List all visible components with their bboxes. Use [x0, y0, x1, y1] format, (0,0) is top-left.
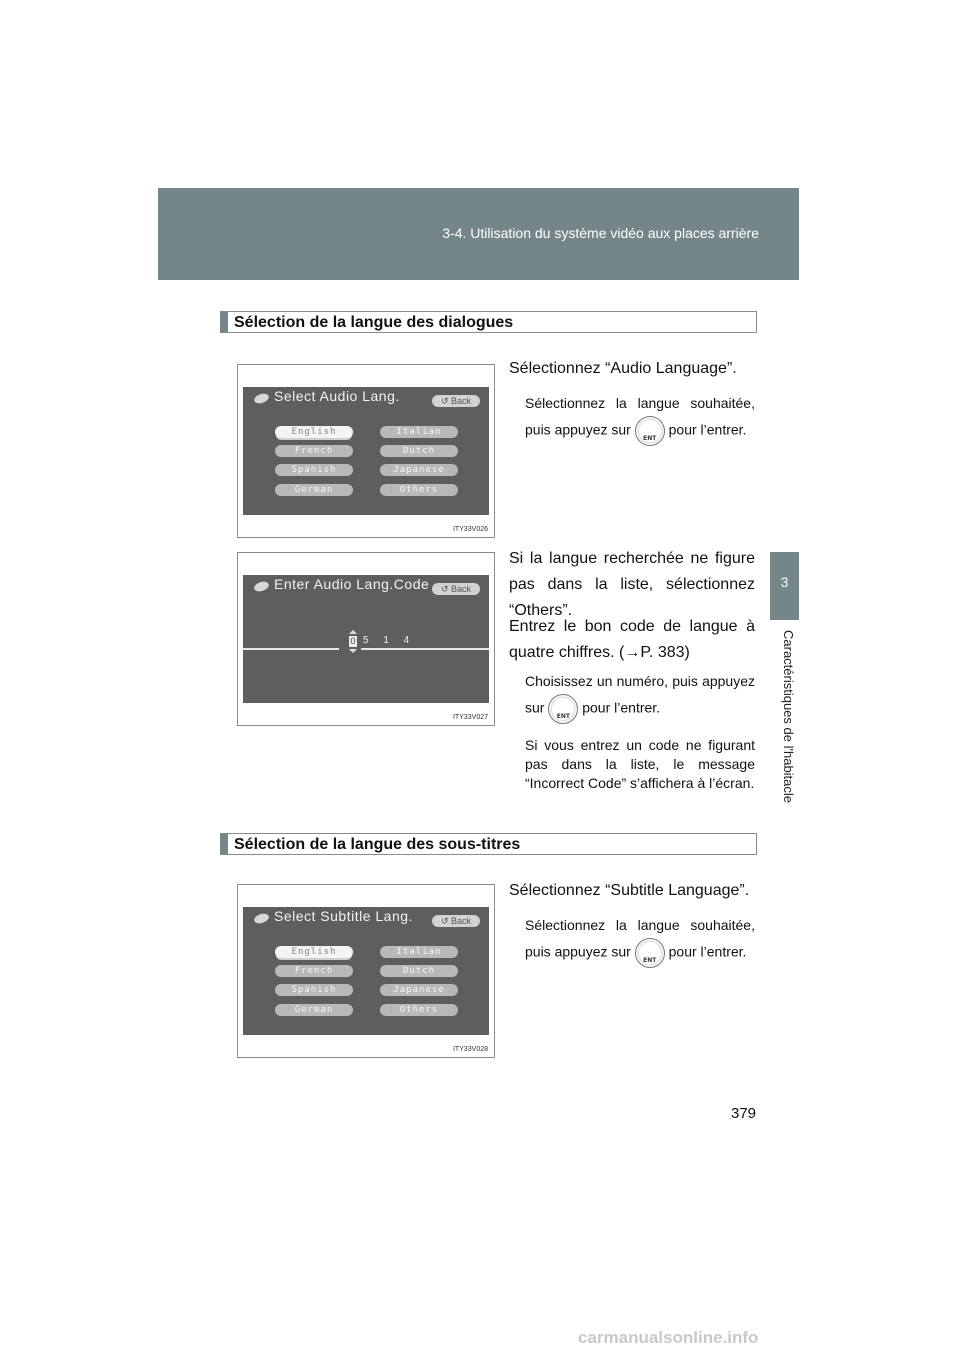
chapter-header: [158, 188, 799, 280]
lang-button-german: German: [275, 1004, 353, 1016]
code-divider-left: [243, 648, 339, 650]
code-digits: 5 1 4: [363, 635, 416, 646]
step-select-subtitle-language: Sélectionnez “Subtitle Language”.: [509, 882, 750, 899]
code-divider-right: [361, 648, 489, 650]
screen-display: [243, 575, 489, 703]
lang-button-dutch: Dutch: [380, 965, 458, 977]
chapter-number: 3: [780, 574, 789, 590]
screen-title: Select Subtitle Lang.: [274, 908, 413, 924]
instruction-text: pour l’entrer.: [582, 699, 661, 716]
lang-button-japanese: Japanese: [380, 984, 458, 996]
image-id: ITY33V027: [452, 714, 488, 721]
instruction-text: Sélectionnez la langue souhaitée, puis appuyez sur: [525, 395, 755, 438]
instruction-text: pour l’entrer.: [668, 943, 747, 960]
lang-button-french: French: [275, 965, 353, 977]
watermark: carmanualsonline.info: [578, 1328, 759, 1347]
image-id: ITY33V028: [452, 1046, 488, 1053]
instruction-text: pour l’entrer.: [668, 421, 747, 438]
back-button: ↺ Back: [432, 915, 480, 927]
chapter-tab: [770, 552, 799, 620]
instruction-text: Choisissez un numéro, puis appuyez sur: [525, 673, 755, 716]
step-others-instruction: Si la langue recherchée ne figure pas dans la liste, sélectionnez “Others”.: [509, 550, 755, 619]
lang-button-others: Others: [380, 484, 458, 496]
instruction-text: Sélectionnez la langue souhaitée, puis appuyez sur: [525, 917, 755, 960]
page-number: 379: [731, 1105, 757, 1122]
screenshot-select-audio-lang: [237, 364, 495, 538]
disc-icon: [253, 392, 270, 405]
step-sub-instruction: [509, 912, 755, 968]
screenshot-select-subtitle-lang: [237, 884, 495, 1058]
lang-button-others: Others: [380, 1004, 458, 1016]
ent-button-icon: ENT: [635, 416, 665, 446]
back-button: ↺ Back: [432, 395, 480, 407]
chapter-title: 3-4. Utilisation du système vidéo aux places arrière: [442, 225, 759, 241]
lang-button-dutch: Dutch: [380, 445, 458, 457]
arrow-down-icon: [349, 649, 357, 653]
incorrect-code-note: Si vous entrez un code ne figurant pas dans la liste, le message “Incorrect Code” s’affichera à l’écran.: [525, 737, 755, 791]
back-button: ↺ Back: [432, 583, 480, 595]
lang-button-spanish: Spanish: [275, 984, 353, 996]
step-sub-instruction: [509, 668, 755, 724]
image-id: ITY33V026: [452, 526, 488, 533]
step-sub-instruction: [509, 390, 755, 446]
step-select-audio-language: Sélectionnez “Audio Language”.: [509, 360, 737, 377]
screen-title: Enter Audio Lang.Code: [274, 576, 430, 592]
chapter-side-label: Caractéristiques de l'habitacle: [781, 630, 796, 804]
lang-button-italian: Italian: [380, 946, 458, 958]
screen-title: Select Audio Lang.: [274, 388, 400, 404]
lang-button-japanese: Japanese: [380, 464, 458, 476]
screen-display: [243, 387, 489, 515]
ent-button-icon: ENT: [635, 938, 665, 968]
lang-button-italian: Italian: [380, 426, 458, 438]
lang-button-french: French: [275, 445, 353, 457]
disc-icon: [253, 580, 270, 593]
section-heading-subtitles: Sélection de la langue des sous-titres: [220, 833, 757, 855]
lang-button-spanish: Spanish: [275, 464, 353, 476]
arrow-up-icon: [349, 630, 357, 634]
lang-button-german: German: [275, 484, 353, 496]
ent-button-icon: ENT: [548, 694, 578, 724]
disc-icon: [253, 912, 270, 925]
lang-button-english: English: [275, 946, 353, 958]
code-cursor-digit: 0: [350, 636, 356, 646]
lang-button-english: English: [275, 426, 353, 438]
step-enter-code-instruction: Entrez le bon code de langue à quatre chiffres. (→P. 383): [509, 618, 755, 661]
section-heading-dialogues: Sélection de la langue des dialogues: [220, 311, 757, 333]
screenshot-enter-audio-lang-code: [237, 552, 495, 726]
screen-display: [243, 907, 489, 1035]
